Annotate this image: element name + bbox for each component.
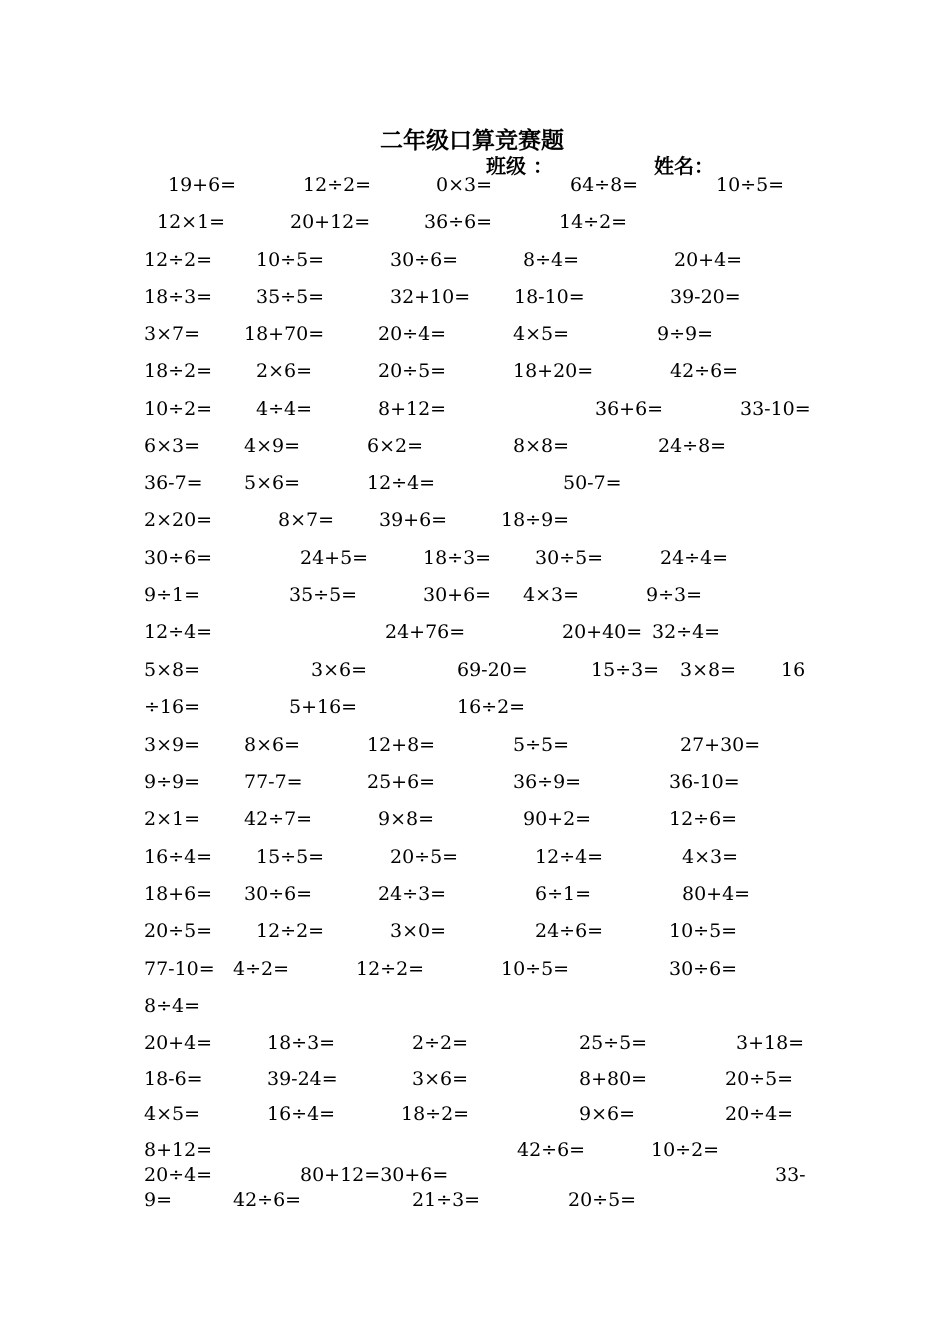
problem-item: 12÷2= <box>144 249 213 271</box>
problem-item: 12÷6= <box>669 808 738 830</box>
problem-item: 35÷5= <box>289 584 358 606</box>
problem-item: 33- <box>775 1164 806 1186</box>
problem-item: 9÷9= <box>144 771 201 793</box>
problem-item: 12÷2= <box>303 174 372 196</box>
problem-item: 30÷6= <box>144 547 213 569</box>
problem-item: 50-7= <box>563 472 622 494</box>
problem-item: 18+6= <box>144 883 213 905</box>
problem-item: 16÷2= <box>457 696 526 718</box>
problem-item: 3×9= <box>144 734 201 756</box>
problem-item: 21÷3= <box>412 1189 481 1211</box>
problem-item: 6×3= <box>144 435 201 457</box>
problem-item: 18+20= <box>513 360 594 382</box>
problem-item: 39+6= <box>379 509 448 531</box>
problem-item: 10÷5= <box>669 920 738 942</box>
problem-item: 10÷5= <box>716 174 785 196</box>
problem-item: 20+12= <box>290 211 371 233</box>
problem-item: 35÷5= <box>256 286 325 308</box>
problem-item: 24÷4= <box>660 547 729 569</box>
problem-item: 15÷3= <box>591 659 660 681</box>
problem-item: 80+12=30+6= <box>300 1164 449 1186</box>
problem-item: 12÷4= <box>144 621 213 643</box>
problem-item: 9÷9= <box>657 323 714 345</box>
class-label: 班级 ： <box>486 154 553 178</box>
problem-item: 4×3= <box>523 584 580 606</box>
problem-item: 18÷3= <box>423 547 492 569</box>
problem-item: 24+5= <box>300 547 369 569</box>
problem-item: 8÷4= <box>523 249 580 271</box>
problem-item: 4×5= <box>513 323 570 345</box>
problem-item: 18÷2= <box>401 1103 470 1125</box>
problem-item: 25÷5= <box>579 1032 648 1054</box>
problem-item: 4÷4= <box>256 398 313 420</box>
problem-item: 18÷3= <box>267 1032 336 1054</box>
problem-item: 27+30= <box>680 734 761 756</box>
problem-item: 12÷2= <box>256 920 325 942</box>
problem-item: 36+6= <box>595 398 664 420</box>
problem-item: 8÷4= <box>144 995 201 1017</box>
problem-item: 36-7= <box>144 472 203 494</box>
problem-item: 12÷4= <box>367 472 436 494</box>
problem-item: 12÷2= <box>356 958 425 980</box>
problem-item: 90+2= <box>523 808 592 830</box>
problem-item: 9×6= <box>579 1103 636 1125</box>
problem-item: 20+4= <box>674 249 743 271</box>
problem-item: 18÷2= <box>144 360 213 382</box>
problem-item: 20÷5= <box>725 1068 794 1090</box>
problem-item: 20÷4= <box>144 1164 213 1186</box>
problem-item: 69-20= <box>457 659 528 681</box>
problem-item: 77-10= <box>144 958 215 980</box>
problem-item: 20÷5= <box>390 846 459 868</box>
problem-item: 39-24= <box>267 1068 338 1090</box>
problem-item: 3×6= <box>412 1068 469 1090</box>
problem-item: 18÷9= <box>501 509 570 531</box>
problem-item: 3×0= <box>390 920 447 942</box>
problem-item: 3×8= <box>680 659 737 681</box>
problem-item: 18÷3= <box>144 286 213 308</box>
problem-item: 30÷6= <box>669 958 738 980</box>
problem-item: 3×6= <box>311 659 368 681</box>
problem-item: 16÷4= <box>267 1103 336 1125</box>
problem-item: 33-10= <box>740 398 811 420</box>
problem-item: 5×6= <box>244 472 301 494</box>
problem-item: 0×3= <box>436 174 493 196</box>
problem-item: 9= <box>144 1189 173 1211</box>
problem-item: 9÷3= <box>646 584 703 606</box>
problem-item: 18-10= <box>514 286 585 308</box>
problem-item: 10÷2= <box>144 398 213 420</box>
problem-item: 3+18= <box>736 1032 805 1054</box>
problem-item: 10÷5= <box>256 249 325 271</box>
problem-item: 42÷6= <box>670 360 739 382</box>
problem-item: 8+80= <box>579 1068 648 1090</box>
problem-item: 2×1= <box>144 808 201 830</box>
problem-item: 24+76= <box>385 621 466 643</box>
problem-item: 5×8= <box>144 659 201 681</box>
problem-item: 30÷6= <box>390 249 459 271</box>
problem-item: 64÷8= <box>570 174 639 196</box>
problem-item: 20+40= <box>562 621 643 643</box>
problem-item: 12÷4= <box>535 846 604 868</box>
problem-item: 18-6= <box>144 1068 203 1090</box>
problem-item: 5÷5= <box>513 734 570 756</box>
problem-item: 24÷3= <box>378 883 447 905</box>
problem-item: 80+4= <box>682 883 751 905</box>
problem-item: 20÷4= <box>378 323 447 345</box>
problem-item: 9×8= <box>378 808 435 830</box>
problem-item: 18+70= <box>244 323 325 345</box>
problem-item: 24÷6= <box>535 920 604 942</box>
problem-item: 8×8= <box>513 435 570 457</box>
problem-item: 30÷5= <box>535 547 604 569</box>
problem-item: 2×6= <box>256 360 313 382</box>
problem-item: 2÷2= <box>412 1032 469 1054</box>
problem-item: 15÷5= <box>256 846 325 868</box>
problem-item: 6×2= <box>367 435 424 457</box>
problem-item: 5+16= <box>289 696 358 718</box>
problem-item: 77-7= <box>244 771 303 793</box>
problem-item: ÷16= <box>144 696 201 718</box>
problem-item: 20÷5= <box>568 1189 637 1211</box>
problem-item: 4×5= <box>144 1103 201 1125</box>
problem-item: 20÷4= <box>725 1103 794 1125</box>
problem-item: 4×9= <box>244 435 301 457</box>
problem-item: 4×3= <box>682 846 739 868</box>
page-title: 二年级口算竞赛题 <box>380 127 564 154</box>
problem-item: 36-10= <box>669 771 740 793</box>
problem-item: 30÷6= <box>244 883 313 905</box>
problem-item: 32÷4= <box>652 621 721 643</box>
problem-item: 19+6= <box>168 174 237 196</box>
problem-item: 16 <box>781 659 806 681</box>
problem-item: 4÷2= <box>233 958 290 980</box>
problem-item: 9÷1= <box>144 584 201 606</box>
name-label: 姓名： <box>654 154 714 178</box>
problem-item: 20÷5= <box>144 920 213 942</box>
problem-item: 8×7= <box>278 509 335 531</box>
problem-item: 39-20= <box>670 286 741 308</box>
problem-item: 8×6= <box>244 734 301 756</box>
problem-item: 20÷5= <box>378 360 447 382</box>
problem-item: 12+8= <box>367 734 436 756</box>
problem-item: 36÷9= <box>513 771 582 793</box>
problem-item: 36÷6= <box>424 211 493 233</box>
problem-item: 30+6= <box>423 584 492 606</box>
problem-item: 3×7= <box>144 323 201 345</box>
problem-item: 12×1= <box>157 211 226 233</box>
problem-item: 16÷4= <box>144 846 213 868</box>
problem-item: 10÷2= <box>651 1139 720 1161</box>
problem-item: 14÷2= <box>559 211 628 233</box>
problem-item: 32+10= <box>390 286 471 308</box>
problem-item: 8+12= <box>144 1139 213 1161</box>
problem-item: 24÷8= <box>658 435 727 457</box>
problem-item: 10÷5= <box>501 958 570 980</box>
problem-item: 6÷1= <box>535 883 592 905</box>
problem-item: 8+12= <box>378 398 447 420</box>
problem-item: 42÷6= <box>233 1189 302 1211</box>
problem-item: 20+4= <box>144 1032 213 1054</box>
problem-item: 42÷6= <box>517 1139 586 1161</box>
problem-item: 25+6= <box>367 771 436 793</box>
problem-item: 2×20= <box>144 509 213 531</box>
problem-item: 42÷7= <box>244 808 313 830</box>
